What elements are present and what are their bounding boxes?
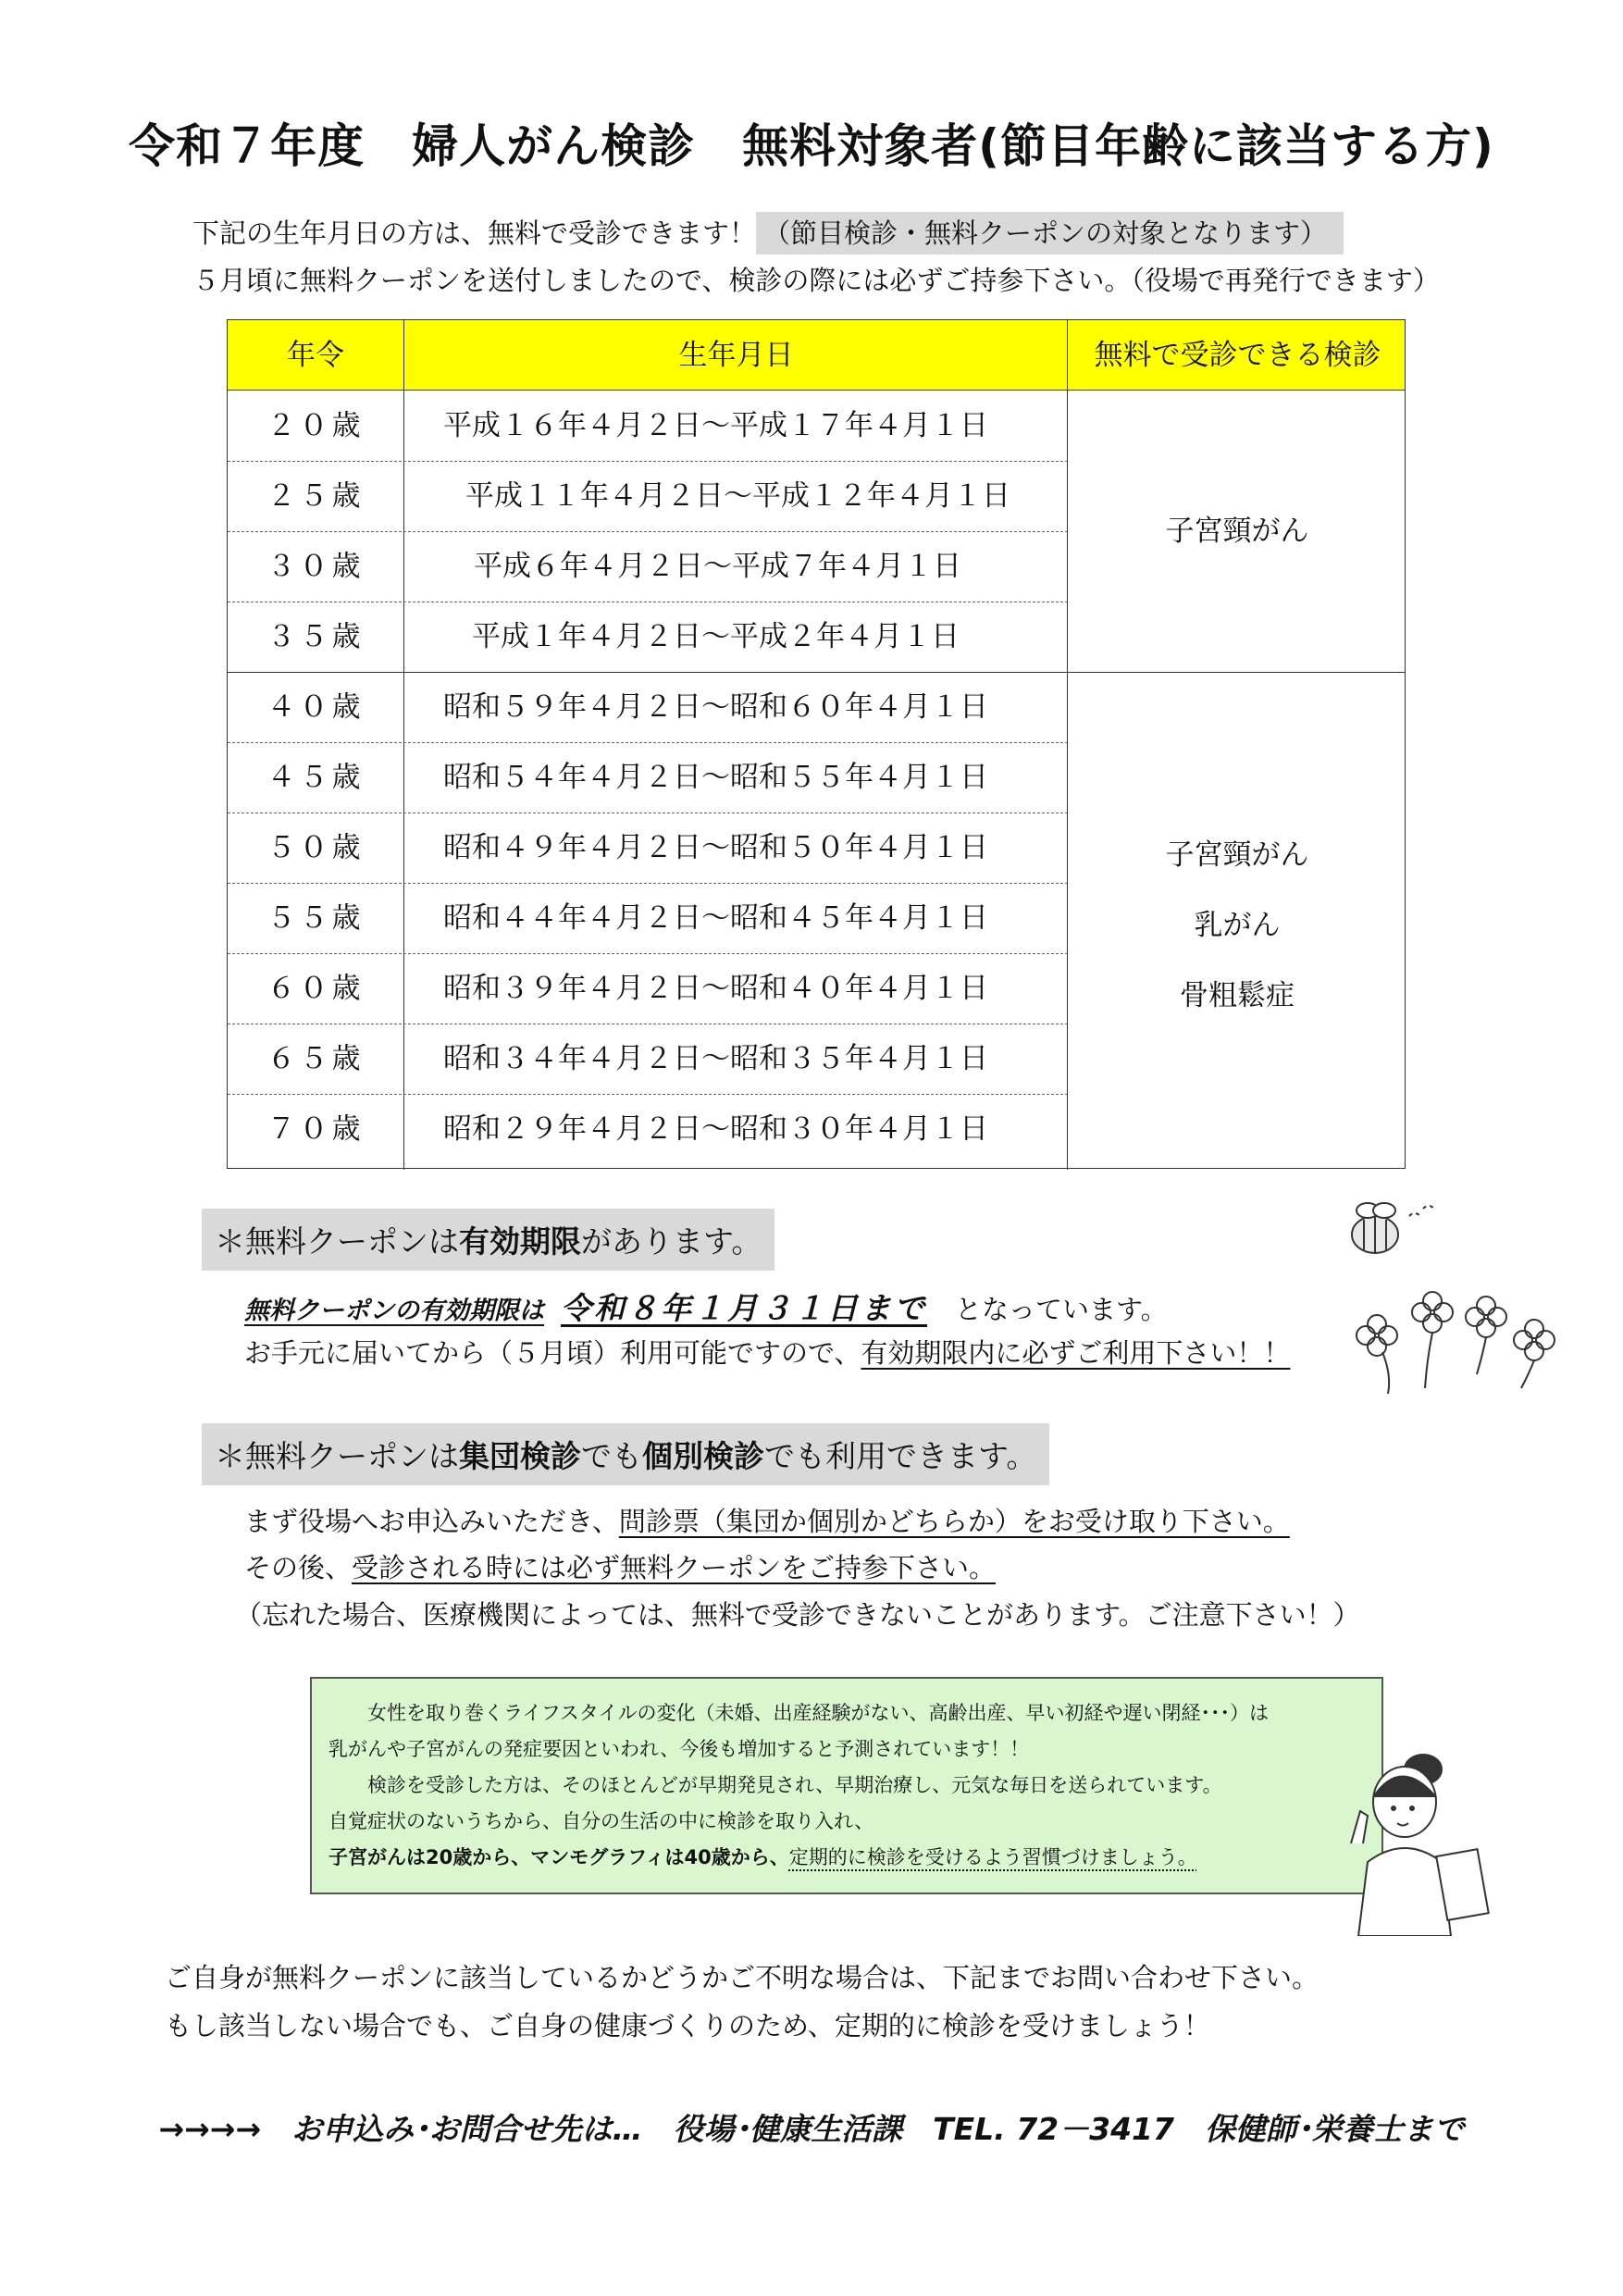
header-exam: 無料で受診できる検診	[1094, 339, 1381, 372]
table-row	[228, 531, 1068, 602]
clover-icon	[1412, 1292, 1453, 1388]
table-row	[228, 391, 1068, 461]
health-message-line: 子宮がんは20歳から、マンモグラフィは40歳から、定期的に検診を受けるよう習慣づけましょう。	[328, 1846, 1197, 1868]
eligibility-table	[227, 319, 1406, 1169]
health-message-line: 女性を取り巻くライフスタイルの変化（未婚、出産経験がない、高齢出産、早い初経や遅い閉経･･･）は	[367, 1702, 1269, 1724]
exam-group-2	[1068, 820, 1406, 1042]
age-cell: ４０歳	[266, 690, 365, 724]
note2-line1: まず役場へお申込みいただき、問診票（集団か個別かどちらか）をお受け取り下さい。	[244, 1506, 1290, 1537]
footer-line-2: もし該当しない場合でも、ご自身の健康づくりのため、定期的に検診を受けましょう！	[165, 2010, 1210, 2042]
page-title: 令和７年度 婦人がん検診 無料対象者(節目年齢に該当する方)	[129, 119, 1494, 173]
expiry-label: 無料クーポンの有効期限は	[244, 1297, 544, 1325]
health-message-line: 乳がんや子宮がんの発症要因といわれ、今後も増加すると予測されています！！	[328, 1738, 1030, 1760]
health-message-line: 自覚症状のないうちから、自分の生活の中に検診を取り入れ、	[328, 1810, 874, 1832]
clover-icon	[1514, 1320, 1555, 1388]
table-row	[228, 883, 1068, 953]
date-cell: 昭和４９年４月２日～昭和５０年４月１日	[443, 831, 988, 864]
date-cell: 平成１年４月２日～平成２年４月１日	[472, 620, 960, 653]
date-cell: 昭和３４年４月２日～昭和３５年４月１日	[443, 1042, 988, 1075]
exam-breast: 乳がん	[1194, 909, 1281, 942]
exam-osteoporosis: 骨粗鬆症	[1180, 979, 1295, 1012]
note2-line2: その後、受診される時には必ず無料クーポンをご持参下さい。	[244, 1552, 997, 1583]
header-birthdate: 生年月日	[678, 339, 794, 372]
date-cell: 平成６年４月２日～平成７年４月１日	[474, 550, 961, 583]
table-row	[228, 953, 1068, 1024]
footer-line-1: ご自身が無料クーポンに該当しているかどうかご不明な場合は、下記までお問い合わせ下さい。	[165, 1962, 1319, 1993]
exam-cervical: 子宮頸がん	[1165, 838, 1309, 872]
note1-line2: お手元に届いてから（５月頃）利用可能ですので、有効期限内に必ずご利用下さい！！	[244, 1337, 1291, 1369]
table-row	[228, 672, 1068, 742]
exam-group-1: 子宮頸がん	[1165, 515, 1309, 548]
age-cell: ６５歳	[266, 1042, 365, 1075]
bee-flower-illustration	[1340, 1199, 1567, 1412]
expiry-date: 令和８年１月３１日まで	[561, 1290, 927, 1326]
date-cell: 平成１１年４月２日～平成１２年４月１日	[465, 479, 1010, 513]
clover-icon	[1357, 1315, 1397, 1394]
age-cell: ５０歳	[266, 831, 365, 864]
age-cell: ４５歳	[266, 761, 365, 794]
health-message-box	[310, 1677, 1383, 1894]
age-cell: ７０歳	[266, 1112, 365, 1146]
date-cell: 昭和４４年４月２日～昭和４５年４月１日	[443, 901, 988, 935]
note2-line3: （忘れた場合、医療機関によっては、無料で受診できないことがあります。ご注意下さい！）	[235, 1599, 1360, 1631]
health-message-line: 検診を受診した方は、そのほとんどが早期発見され、早期治療し、元気な毎日を送られています。	[367, 1774, 1222, 1796]
table-row	[228, 742, 1068, 813]
age-cell: ２０歳	[266, 409, 365, 442]
age-cell: ５５歳	[266, 901, 365, 935]
date-cell: 昭和２９年４月２日～昭和３０年４月１日	[443, 1112, 988, 1146]
intro-line-1	[192, 213, 1344, 251]
pointing-hand-icon	[1351, 1811, 1368, 1843]
table-row	[228, 461, 1068, 531]
note2-heading: ＊無料クーポンは集団検診でも個別検診でも利用できます。	[202, 1423, 1049, 1485]
date-cell: 昭和５４年４月２日～昭和５５年４月１日	[443, 761, 988, 794]
contact-line: →→→→ お申込み･お問合せ先は… 役場･健康生活課 TEL. 72－3417 保健師･栄養士まで	[158, 2111, 1465, 2147]
intro-line-2: ５月頃に無料クーポンを送付しましたので、検診の際には必ずご持参下さい。（役場で再発行できます）	[192, 265, 1440, 296]
intro-main: 下記の生年月日の方は、無料で受診できます！	[192, 217, 757, 249]
age-cell: ３０歳	[266, 550, 365, 583]
note1-heading: ＊無料クーポンは有効期限があります。	[202, 1209, 774, 1271]
table-row	[228, 1024, 1068, 1094]
table-row	[228, 813, 1068, 883]
age-cell: ２５歳	[266, 479, 365, 513]
age-cell: ３５歳	[266, 620, 365, 653]
nurse-illustration	[1312, 1732, 1497, 1936]
clover-icon	[1466, 1297, 1506, 1374]
note1-expiry-line	[244, 1285, 1168, 1328]
date-cell: 昭和３９年４月２日～昭和４０年４月１日	[443, 972, 988, 1005]
header-age: 年令	[287, 339, 344, 372]
age-cell: ６０歳	[266, 972, 365, 1005]
date-cell: 平成１６年４月２日～平成１７年４月１日	[443, 409, 988, 442]
table-row	[228, 1094, 1068, 1164]
intro-note: （節目検診・無料クーポンの対象となります）	[756, 212, 1344, 254]
table-row	[228, 602, 1068, 672]
expiry-post: となっています。	[955, 1294, 1168, 1325]
date-cell: 昭和５９年４月２日～昭和６０年４月１日	[443, 690, 988, 724]
